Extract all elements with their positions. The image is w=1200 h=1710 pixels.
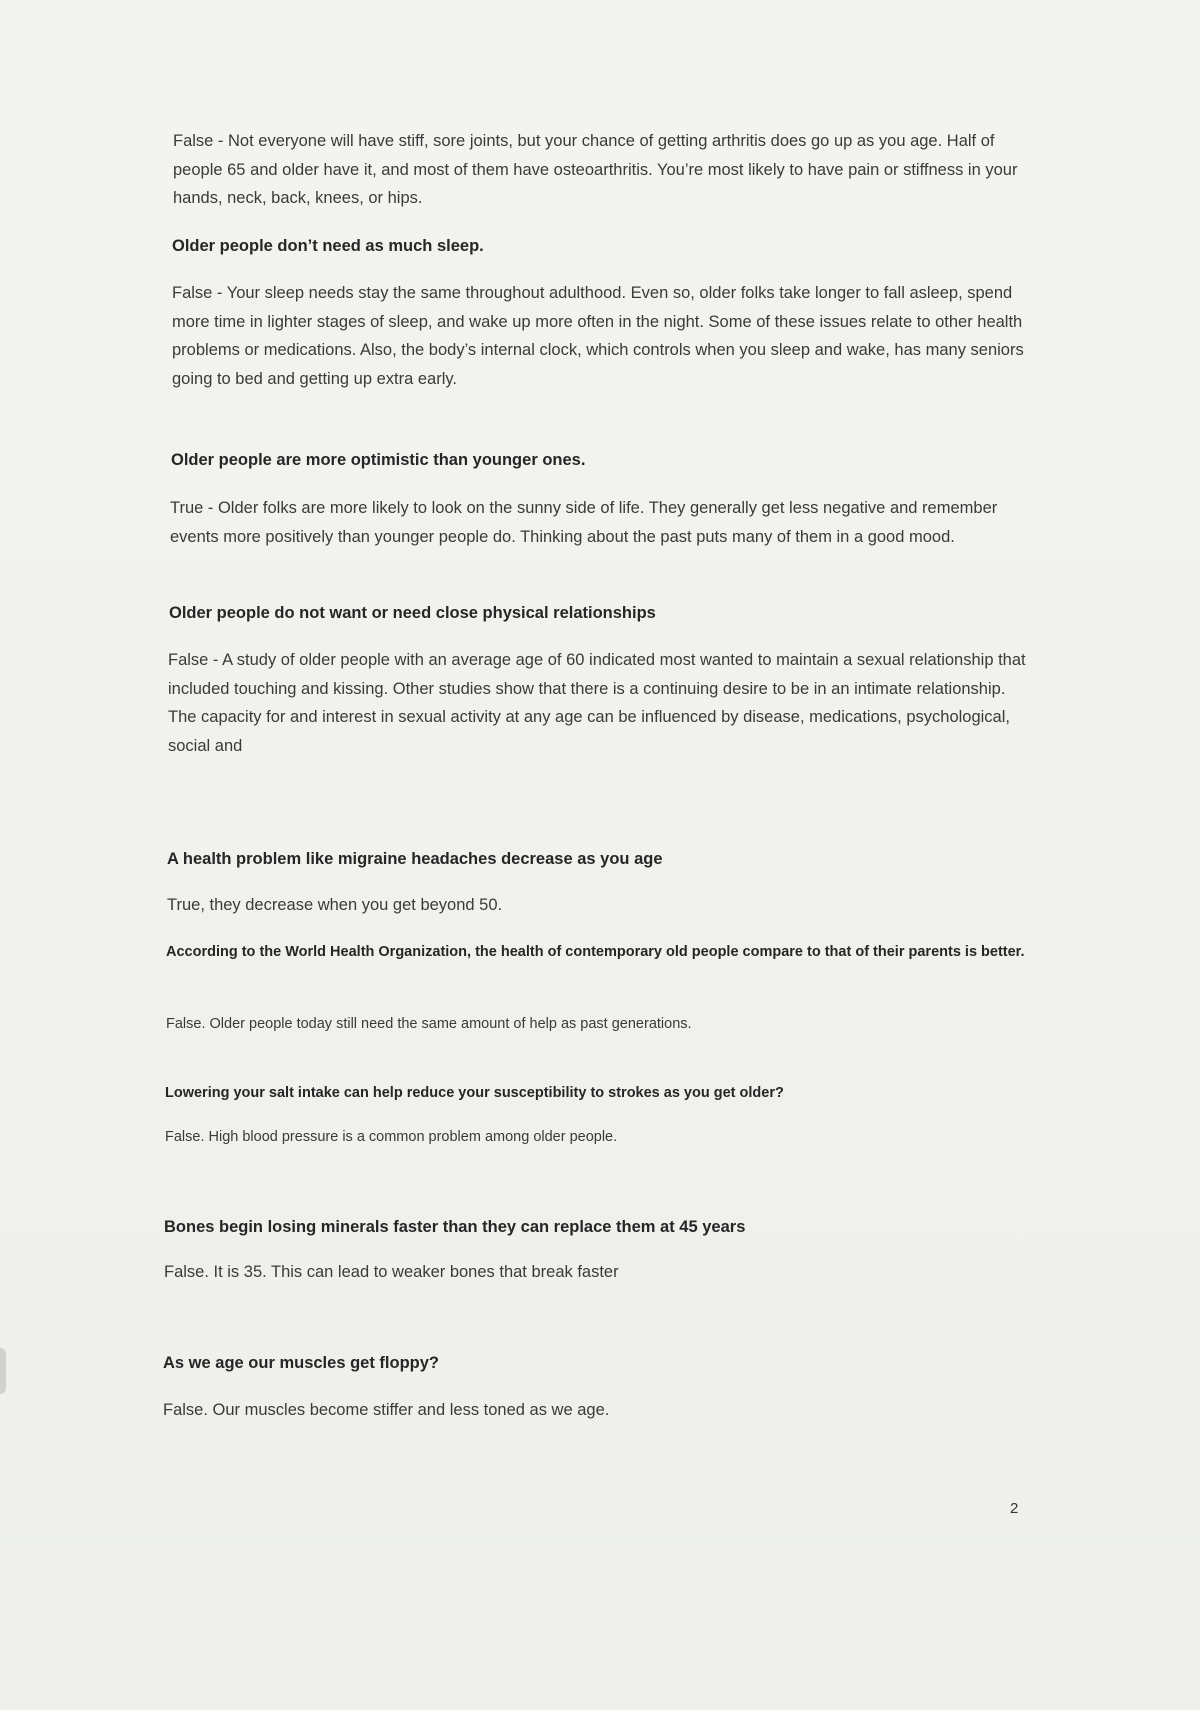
question-optimism: Older people are more optimistic than younger ones. bbox=[171, 451, 586, 469]
page-number: 2 bbox=[1010, 1500, 1019, 1517]
answer-who-health: False. Older people today still need the same amount of help as past generations. bbox=[166, 1016, 692, 1032]
answer-migraine: True, they decrease when you get beyond 50. bbox=[167, 896, 503, 914]
answer-arthritis: False - Not everyone will have stiff, sore joints, but your chance of getting arthritis does go up as you age. Half of people 65 and older have it, and most of them have osteoarthritis. You’re most likely to have pain or stiffness in your hands, neck, back, knees, or hips. bbox=[173, 132, 1018, 207]
question-bones: Bones begin losing minerals faster than they can replace them at 45 years bbox=[164, 1218, 746, 1236]
question-relationships: Older people do not want or need close physical relationships bbox=[169, 604, 656, 622]
answer-sleep: False - Your sleep needs stay the same throughout adulthood. Even so, older folks take longer to fall asleep, spend more time in lighter stages of sleep, and wake up more often in the night. Some of these issues relate to other health problems or medications. Also, the body’s internal clock, which controls when you sleep and wake, has many seniors going to bed and getting up extra early. bbox=[172, 284, 1024, 388]
answer-salt: False. High blood pressure is a common problem among older people. bbox=[165, 1129, 618, 1145]
answer-bones: False. It is 35. This can lead to weaker bones that break faster bbox=[164, 1263, 619, 1281]
answer-optimism: True - Older folks are more likely to look on the sunny side of life. They generally get less negative and remember events more positively than younger people do. Thinking about the past puts many of them in a good mood. bbox=[170, 499, 998, 546]
answer-relationships: False - A study of older people with an average age of 60 indicated most wanted to maintain a sexual relationship that included touching and kissing. Other studies show that there is a continuing desire to be in an intimate relationship. The capacity for and interest in sexual activity at any age can be influenced by disease, medications, psychological, social and bbox=[168, 651, 1026, 755]
question-who-health: According to the World Health Organization, the health of contemporary old people compare to that of their parents is better. bbox=[166, 944, 1025, 960]
question-migraine: A health problem like migraine headaches decrease as you age bbox=[167, 850, 663, 868]
question-muscles: As we age our muscles get floppy? bbox=[163, 1354, 439, 1372]
answer-muscles: False. Our muscles become stiffer and less toned as we age. bbox=[163, 1401, 610, 1419]
question-salt: Lowering your salt intake can help reduce your susceptibility to strokes as you get older? bbox=[165, 1085, 784, 1101]
scan-edge-shadow bbox=[0, 1348, 6, 1394]
question-sleep: Older people don’t need as much sleep. bbox=[172, 237, 484, 255]
